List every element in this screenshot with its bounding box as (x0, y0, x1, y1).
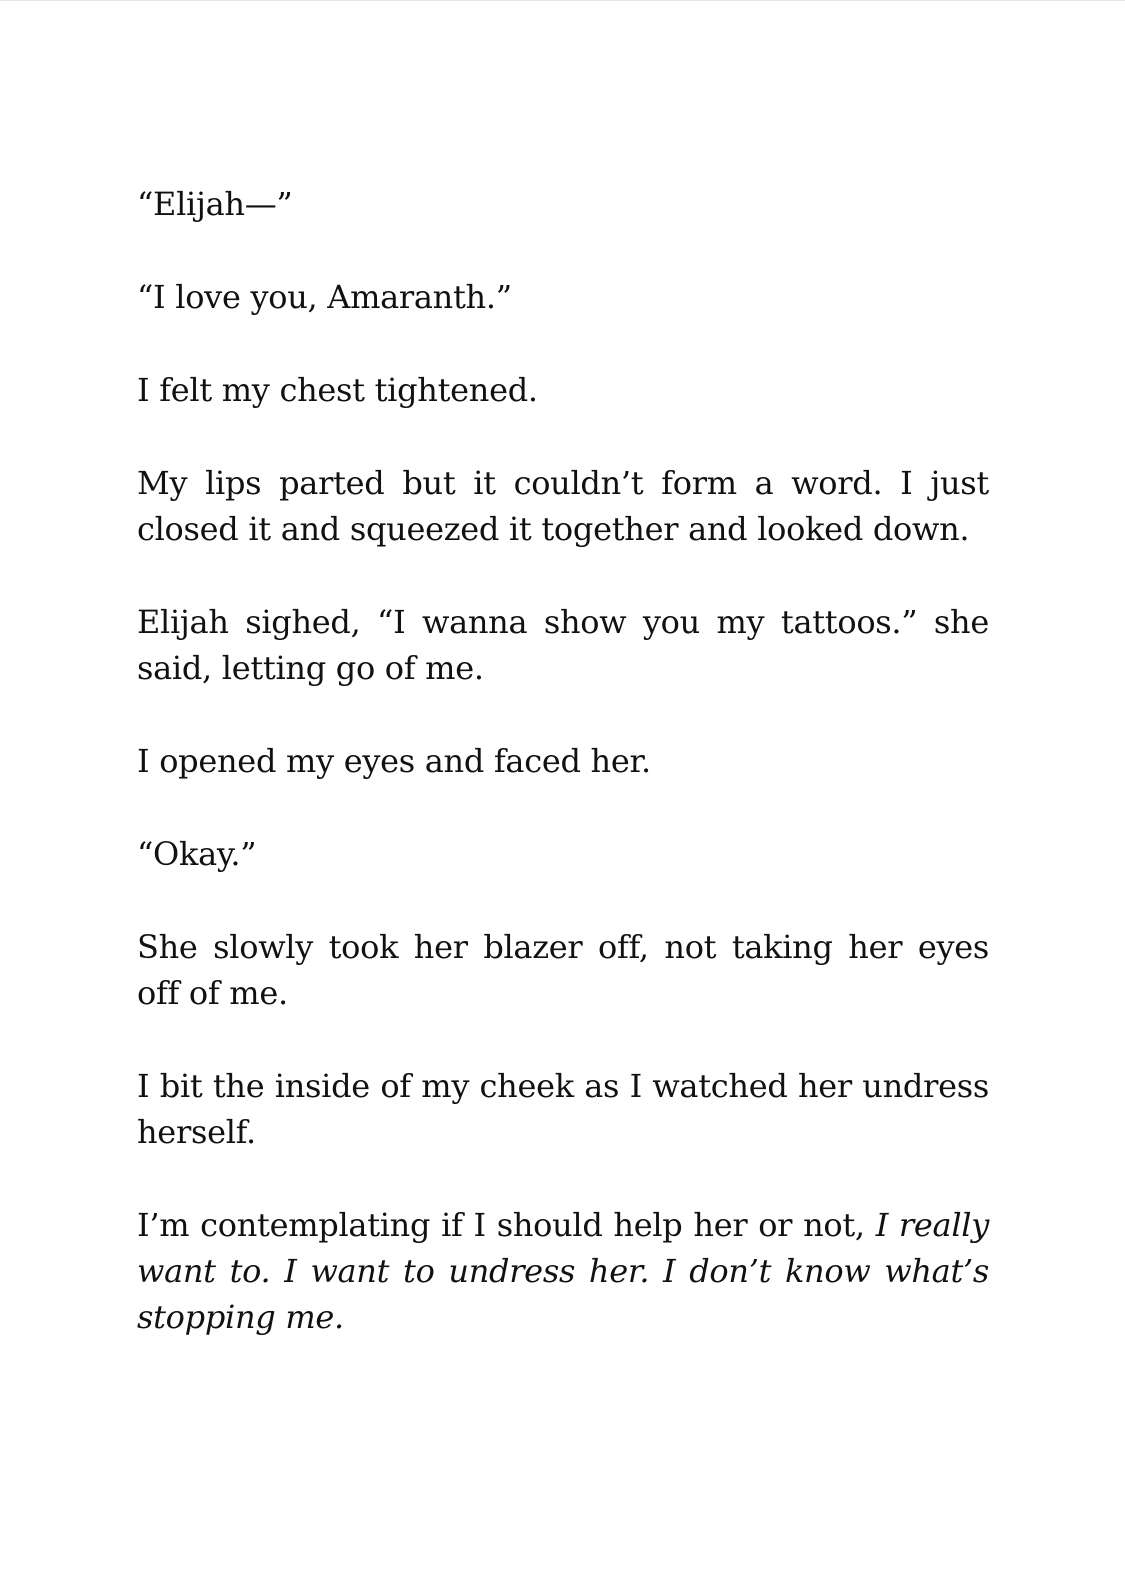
paragraph-3: I felt my chest tightened. (137, 371, 538, 409)
paragraph-10-text: I’m contemplating if I should help her or not, (137, 1206, 876, 1244)
paragraph-6: I opened my eyes and faced her. (137, 742, 651, 780)
paragraph-4: My lips parted but it couldn’t form a word. I just closed it and squeezed it together and looked down. (137, 464, 989, 548)
paragraph-10-italic: I really want to. I want to undress her. I don’t know what’s stopping me. (137, 1206, 989, 1336)
paragraph-10 (137, 1202, 989, 1340)
paragraph-2: “I love you, Amaranth.” (137, 278, 512, 316)
paragraph-7: “Okay.” (137, 835, 257, 873)
paragraph-1: “Elijah—” (137, 185, 293, 223)
paragraph-9: I bit the inside of my cheek as I watched her undress herself. (137, 1067, 989, 1151)
page-text (137, 181, 989, 1340)
paragraph-8: She slowly took her blazer off, not taking her eyes off of me. (137, 928, 989, 1012)
paragraph-5: Elijah sighed, “I wanna show you my tattoos.” she said, letting go of me. (137, 603, 989, 687)
